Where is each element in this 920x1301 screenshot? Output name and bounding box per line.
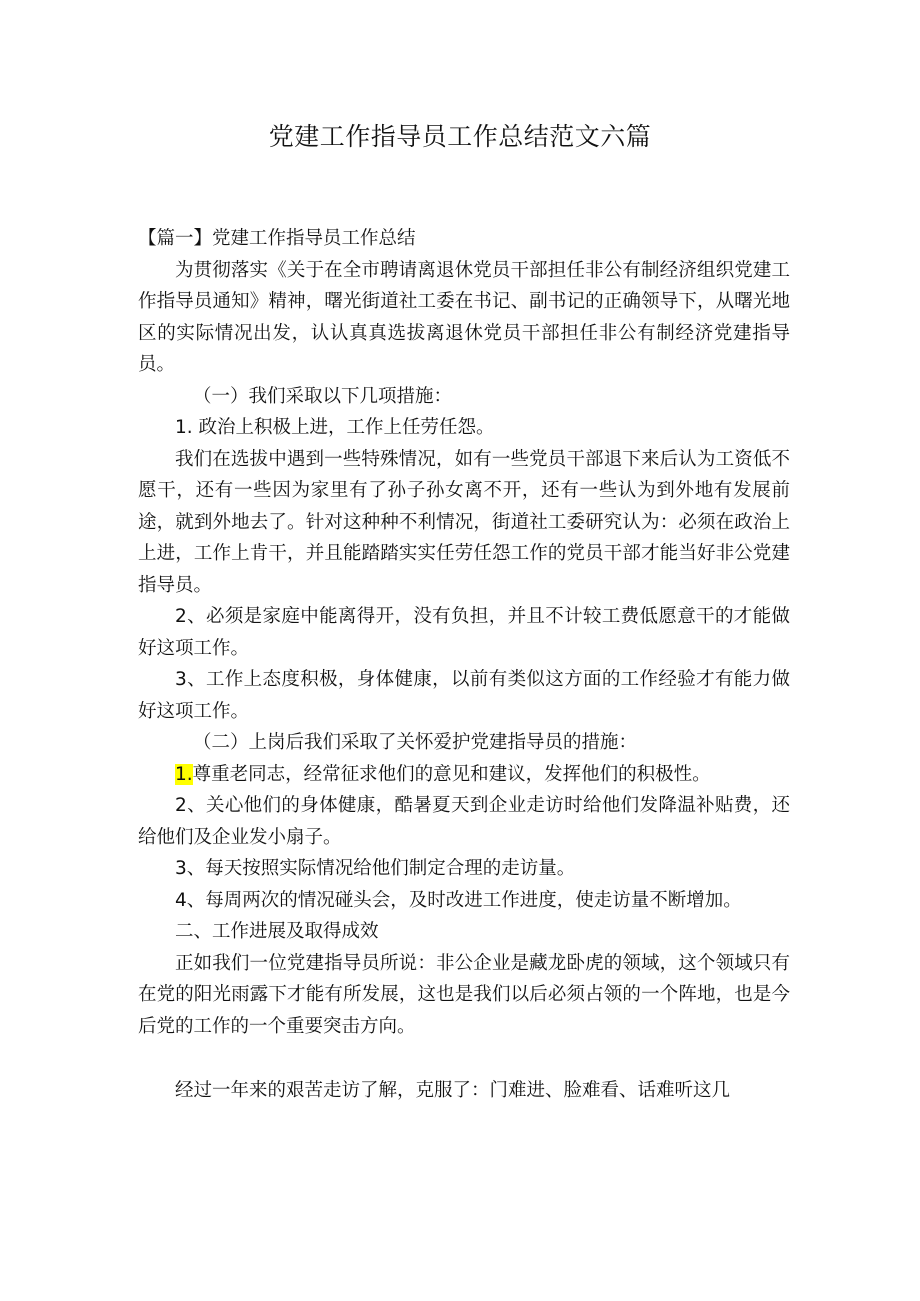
paragraph: 我们在选拔中遇到一些特殊情况，如有一些党员干部退下来后认为工资低不愿干，还有一些因为家里有了孙子孙女离不开，还有一些认为到外地有发展前途，就到外地去了。针对这种种不利情况，街道社工委研究认为：必须在政治上上进，工作上肯干，并且能踏踏实实任劳任怨工作的党员干部才能当好非公党建指导员。 [138, 448, 790, 596]
list-item: 2、关心他们的身体健康，酷暑夏天到企业走访时给他们发降温补贴费，还给他们及企业发小扇子。 [138, 795, 790, 848]
paragraph-spacer [138, 1042, 790, 1075]
document-body [138, 223, 790, 1107]
list-item [138, 759, 790, 791]
list-item: 3、工作上态度积极，身体健康，以前有类似这方面的工作经验才有能力做好这项工作。 [138, 669, 790, 722]
document-title: 党建工作指导员工作总结范文六篇 [268, 122, 652, 151]
list-item: 2、必须是家庭中能离得开，没有负担，并且不计较工费低愿意干的才能做好这项工作。 [138, 606, 790, 659]
list-item-text: 尊重老同志，经常征求他们的意见和建议，发挥他们的积极性。 [192, 763, 711, 785]
paragraph: 正如我们一位党建指导员所说：非公企业是藏龙卧虎的领域，这个领域只有在党的阳光雨露下才能有所发展，这也是我们以后必须占领的一个阵地，也是今后党的工作的一个重要突击方向。 [138, 952, 790, 1037]
section-heading: 二、工作进展及取得成效 [175, 921, 379, 942]
highlighted-number: 1. [175, 763, 193, 785]
subsection-heading: （二）上岗后我们采取了关怀爱护党建指导员的措施： [193, 732, 638, 753]
list-item: 3、每天按照实际情况给他们制定合理的走访量。 [175, 858, 576, 879]
list-item: 1. 政治上积极上进，工作上任劳任怨。 [175, 417, 495, 438]
section-heading: 【篇一】党建工作指导员工作总结 [138, 228, 416, 249]
paragraph: 为贯彻落实《关于在全市聘请离退休党员干部担任非公有制经济组织党建工作指导员通知》精神，曙光街道社工委在书记、副书记的正确领导下，从曙光地区的实际情况出发，认认真真选拔离退休党员干部担任非公有制经济党建指导员。 [138, 259, 790, 375]
subsection-heading: （一）我们采取以下几项措施： [193, 385, 453, 407]
paragraph: 经过一年来的艰苦走访了解，克服了：门难进、脸难看、话难听这几 [175, 1080, 731, 1101]
list-item: 4、每周两次的情况碰头会，及时改进工作进度，使走访量不断增加。 [175, 889, 742, 911]
